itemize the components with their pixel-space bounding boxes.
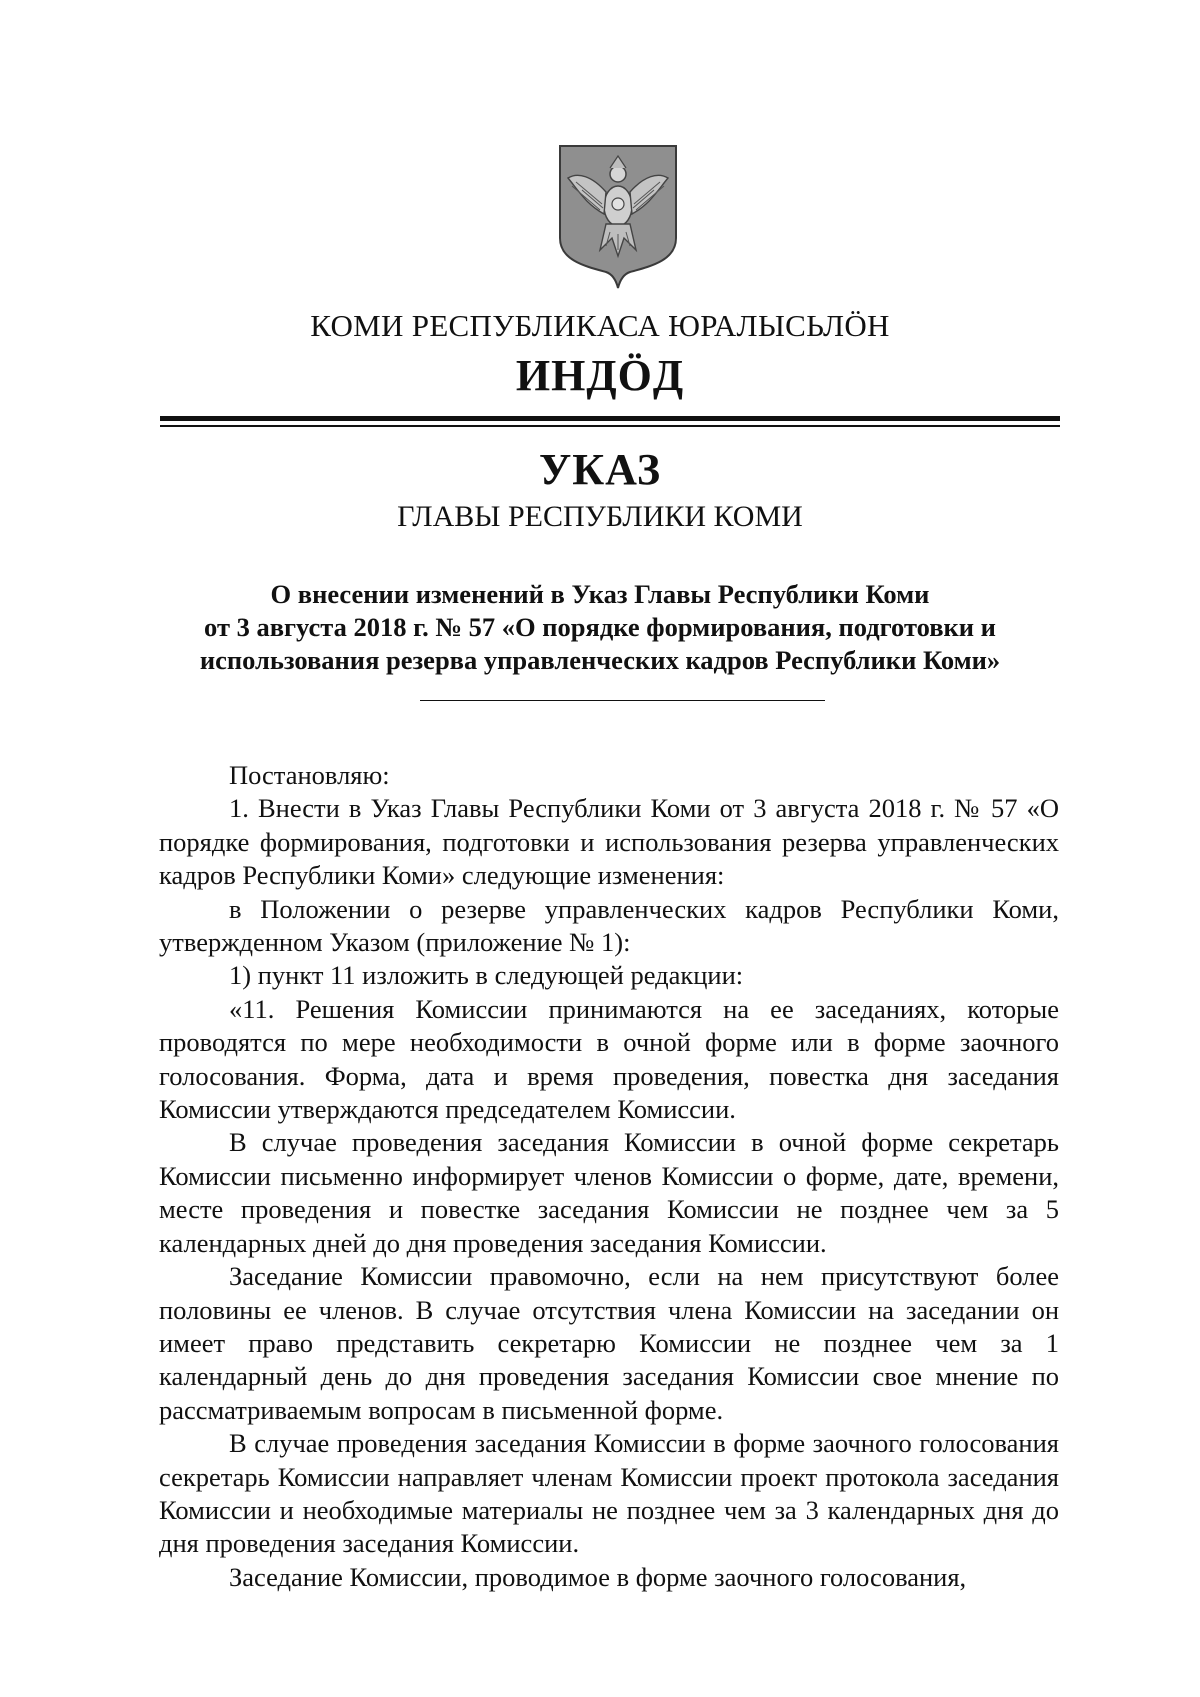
header-divider-thin [160,425,1060,427]
subject-line: использования резерва управленческих кадров Республики Коми» [199,645,1001,675]
document-body [159,759,1059,1594]
body-paragraph: Заседание Комиссии, проводимое в форме заочного голосования, [229,1561,967,1592]
issuer-name-komi: КОМИ РЕСПУБЛИКАСА ЮРАЛЫСЬЛӦН [310,308,890,343]
doc-type-komi: ИНДӦД [515,351,685,400]
issuer-title: ГЛАВЫ РЕСПУБЛИКИ КОМИ [397,500,803,533]
body-paragraph: В случае проведения заседания Комиссии в очной форме секретарь Комиссии письменно информирует членов Комиссии о форме, дате, времени, месте проведения и повестке заседания Комиссии не позднее чем за 5 календарных дней до дня проведения заседания Комиссии. [159,1127,1059,1258]
subject-line: от 3 августа 2018 г. № 57 «О порядке формирования, подготовки и [204,612,996,642]
body-paragraph: Заседание Комиссии правомочно, если на нем присутствуют более половины ее членов. В случае отсутствия члена Комиссии на заседании он имеет право представить секретарю Комиссии не позднее чем за 1 календарный день до дня проведения заседания Комиссии свое мнение по рассматриваемым вопросам в письменной форме. [159,1261,1059,1425]
subject-line: О внесении изменений в Указ Главы Республики Коми [270,579,930,609]
subject-underline [420,700,825,701]
document-subject [150,578,1050,677]
doc-type-title: УКАЗ [538,445,662,494]
body-paragraph: 1. Внести в Указ Главы Республики Коми от 3 августа 2018 г. № 57 «О порядке формирования, подготовки и использования резерва управленческих кадров Республики Коми» следующие изменения: [159,793,1059,891]
body-paragraph: «11. Решения Комиссии принимаются на ее заседаниях, которые проводятся по мере необходимости в очной форме или в форме заочного голосования. Форма, дата и время проведения, повестка дня заседания Комиссии утверждаются председателем Комиссии. [159,993,1059,1125]
header-divider-thick [160,416,1060,421]
body-paragraph: 1) пункт 11 изложить в следующей редакции: [229,960,744,991]
komi-coat-of-arms-icon [556,142,680,290]
body-paragraph: в Положении о резерве управленческих кадров Республики Коми, утвержденном Указом (приложение № 1): [159,893,1059,958]
body-paragraph: Постановляю: [229,760,390,790]
body-paragraph: В случае проведения заседания Комиссии в форме заочного голосования секретарь Комиссии направляет членам Комиссии проект протокола заседания Комиссии и необходимые материалы не позднее чем за 3 календарных дня до дня проведения заседания Комиссии. [159,1428,1059,1559]
